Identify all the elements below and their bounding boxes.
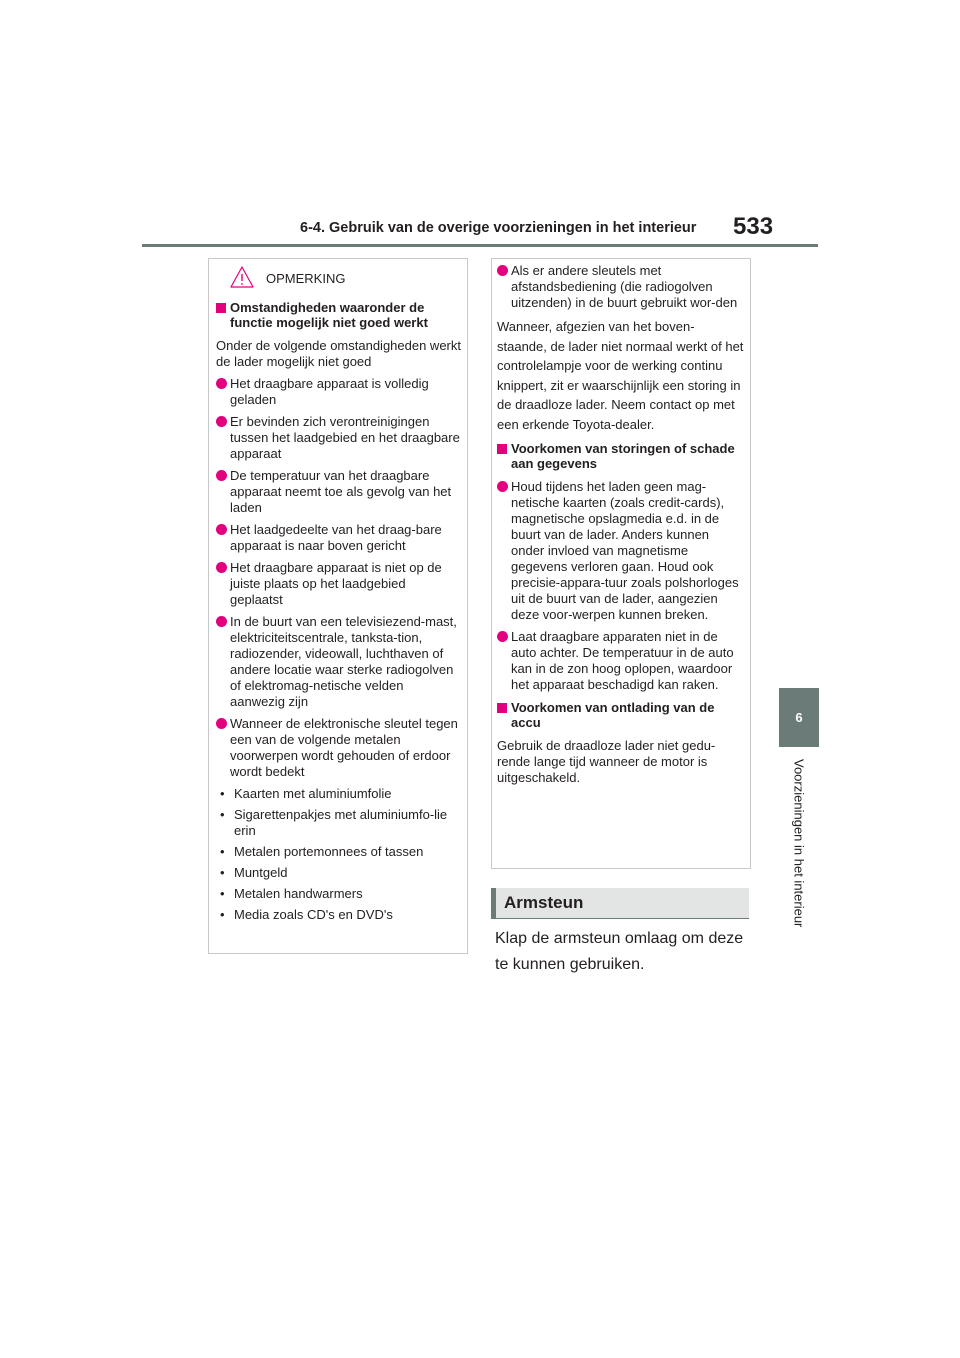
sub-list-item-text: Kaarten met aluminiumfolie <box>234 786 392 801</box>
paragraph: Wanneer, afgezien van het boven-staande, de lader niet normaal werkt of het controlelampje voor de werking continu knippert, zit er waarschijnlijk een storing in de draadloze lader. Neem contact op met een erkende Toyota-dealer. <box>497 319 744 432</box>
list-item <box>216 468 461 516</box>
list-item-text: In de buurt van een televisiezend-mast, elektriciteitscentrale, tanksta-tion, radiozender, videowall, luchthaven of andere locatie waar sterke radiogolven of elektromag-netische velden aanwezig zijn <box>230 614 457 709</box>
list-item <box>497 629 744 693</box>
subheading-text: Voorkomen van ontlading van de accu <box>511 700 715 730</box>
paragraph: Gebruik de draadloze lader niet gedu-rende lange tijd wanneer de motor is uitgeschakeld. <box>497 738 716 785</box>
sub-list-item-text: Sigarettenpakjes met aluminiumfo-lie erin <box>234 807 448 838</box>
sub-list-item-text: Metalen portemonnees of tassen <box>234 844 424 859</box>
list-item-text: Laat draagbare apparaten niet in de auto achter. De temperatuur in de auto kan in de zon hoog oplopen, waardoor het apparaat beschadigd kan raken. <box>511 629 734 692</box>
section-body-text: Klap de armsteun omlaag om deze te kunnen gebruiken. <box>495 930 744 973</box>
bullet-dot-icon <box>497 631 508 642</box>
square-bullet-icon <box>497 703 507 713</box>
list-item-text: Wanneer de elektronische sleutel tegen een van de volgende metalen voorwerpen wordt gehouden of erdoor wordt bedekt <box>230 716 458 779</box>
header-section-title: 6-4. Gebruik van de overige voorzieningen in het interieur <box>300 220 697 236</box>
list-item <box>216 716 461 780</box>
bullet-dot-icon <box>216 470 227 481</box>
list-item <box>216 614 461 710</box>
sub-list-item: • Muntgeld <box>220 865 288 880</box>
bullet-dot-icon <box>216 524 227 535</box>
sub-list-item: • Metalen handwarmers <box>220 886 363 901</box>
subheading <box>497 441 744 471</box>
subheading-text: Voorkomen van storingen of schade aan gegevens <box>511 441 735 471</box>
section-title: Armsteun <box>504 893 584 912</box>
sub-list-item: • Metalen portemonnees of tassen <box>220 844 424 859</box>
chapter-title-text: Voorzieningen in het interieur <box>791 759 807 928</box>
caution-header <box>216 265 461 293</box>
caution-label: OPMERKING <box>266 271 346 286</box>
sub-list-item: • Media zoals CD's en DVD's <box>220 907 393 922</box>
subheading <box>216 300 461 330</box>
subheading <box>497 700 744 730</box>
list-item <box>216 522 461 554</box>
bullet-dot-icon <box>216 616 227 627</box>
chapter-tab: 6 <box>779 688 819 747</box>
subheading-text: Omstandigheden waaronder de functie mogelijk niet goed werkt <box>230 300 428 330</box>
sub-list-item-text: Muntgeld <box>234 865 288 880</box>
intro-paragraph: Onder de volgende omstandigheden werkt de lader mogelijk niet goed <box>216 338 461 369</box>
sub-list-item: • Sigarettenpakjes met aluminiumfo-lie erin <box>216 807 461 839</box>
caution-box-right <box>491 258 751 869</box>
list-item-text: Het draagbare apparaat is niet op de juiste plaats op het laadgebied geplaatst <box>230 560 442 607</box>
warning-triangle-icon <box>230 266 254 288</box>
bullet-dot-icon <box>497 265 508 276</box>
list-item-text: Houd tijdens het laden geen mag-netische kaarten (zoals credit-cards), magnetische opslagmedia e.d. in de buurt van de lader. Anders kunnen onder invloed van magnetisme gegevens verloren gaan. Houd ook precisie-appara-tuur zoals polshorloges uit de buurt van de lader, aangezien deze voor-werpen kunnen breken. <box>511 479 739 622</box>
list-item-text: Er bevinden zich verontreinigingen tussen het laadgebied en het draagbare apparaat <box>230 414 460 461</box>
caution-box-left <box>208 258 468 954</box>
list-item-text: Als er andere sleutels met afstandsbediening (die radiogolven uitzenden) in de buurt gebruikt wor-den <box>511 263 738 310</box>
list-item <box>216 560 461 608</box>
chapter-title <box>789 759 809 959</box>
bullet-dot-icon <box>216 718 227 729</box>
sub-list-item: • Kaarten met aluminiumfolie <box>220 786 392 801</box>
list-item-text: Het laadgedeelte van het draag-bare apparaat is naar boven gericht <box>230 522 442 553</box>
list-item-text: De temperatuur van het draagbare apparaat neemt toe als gevolg van het laden <box>230 468 452 515</box>
sub-list-item-text: Media zoals CD's en DVD's <box>234 907 393 922</box>
list-item <box>497 263 744 311</box>
list-item-text: Het draagbare apparaat is volledig geladen <box>230 376 429 407</box>
sub-list-item-text: Metalen handwarmers <box>234 886 363 901</box>
square-bullet-icon <box>216 303 226 313</box>
list-item <box>216 414 461 462</box>
square-bullet-icon <box>497 444 507 454</box>
page-number: 533 <box>733 213 774 240</box>
header-rule <box>142 244 818 247</box>
list-item <box>497 479 744 623</box>
bullet-dot-icon <box>216 562 227 573</box>
list-item <box>216 376 461 408</box>
bullet-dot-icon <box>216 378 227 389</box>
bullet-dot-icon <box>497 481 508 492</box>
bullet-dot-icon <box>216 416 227 427</box>
section-heading-bar <box>491 888 496 919</box>
section-heading-band <box>491 888 749 919</box>
